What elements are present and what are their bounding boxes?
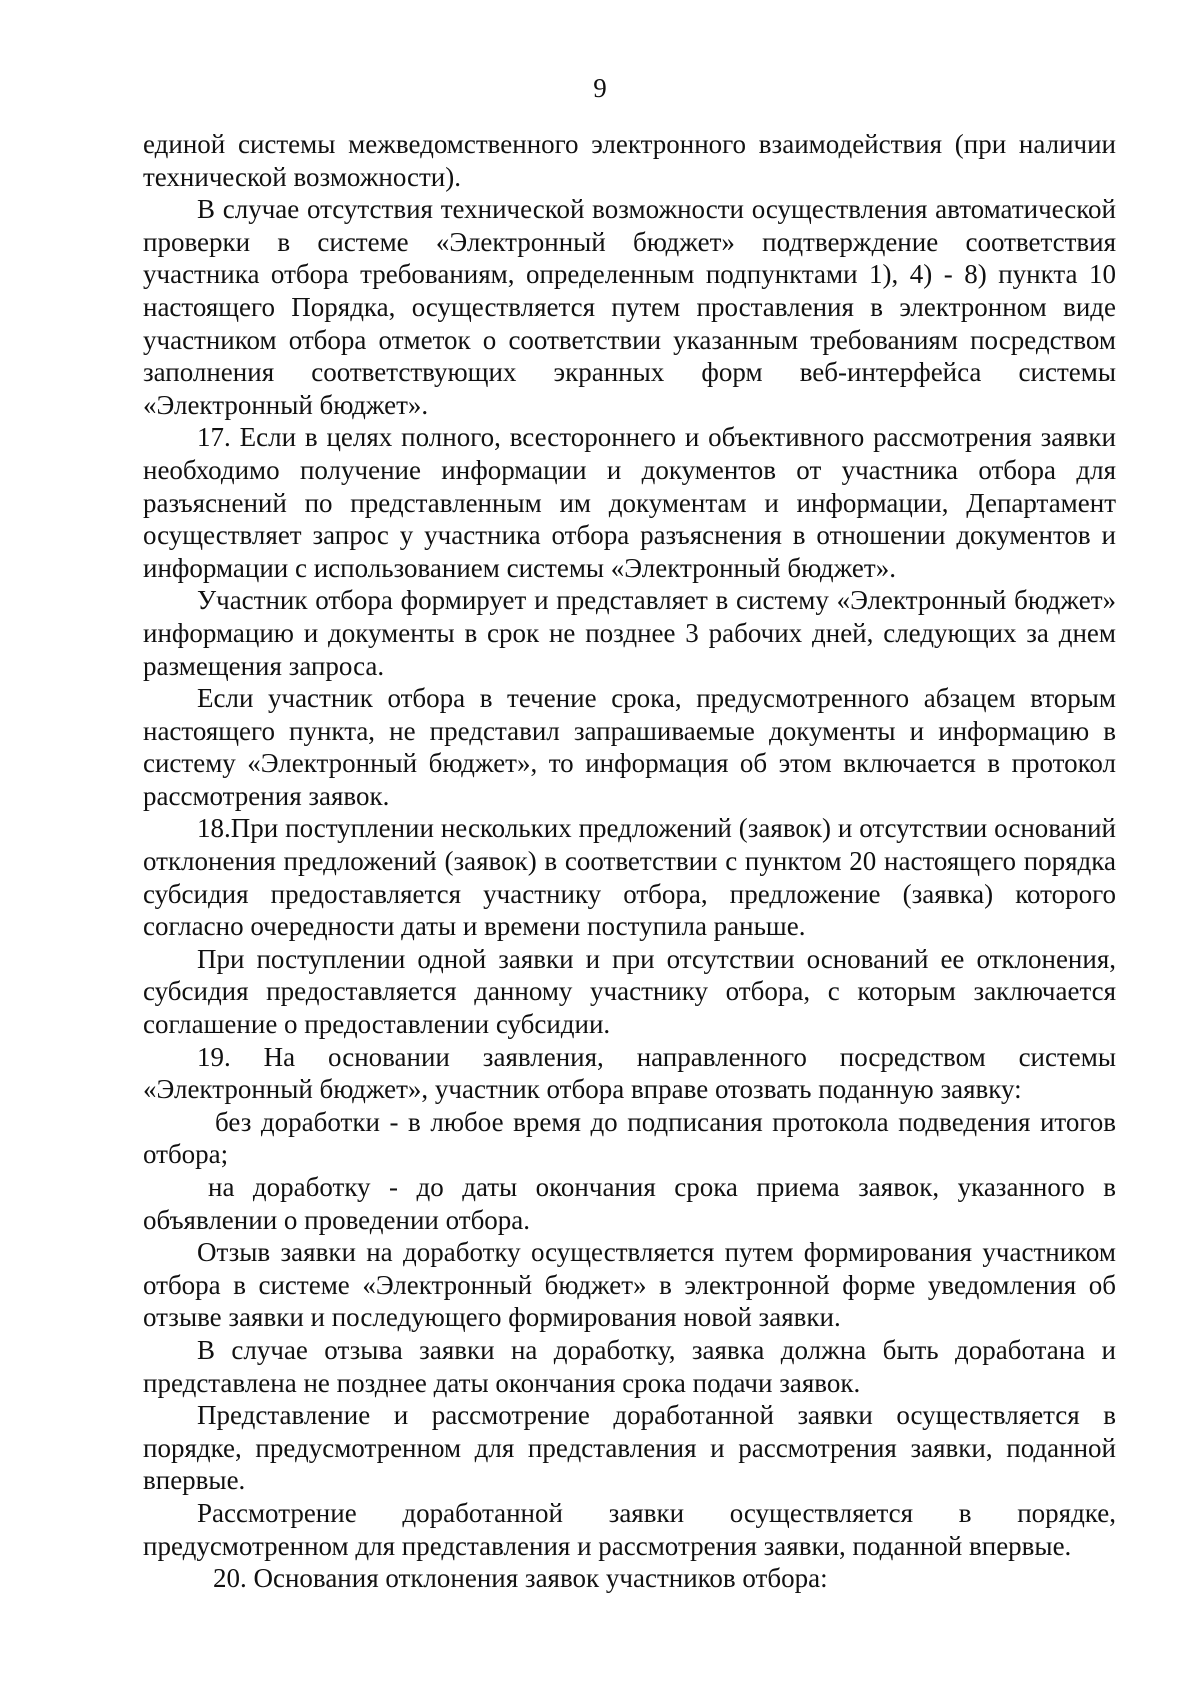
paragraph-revised-submission: Представление и рассмотрение доработанной заявки осуществляется в порядке, предусмотренном для представления и рассмотрения заявки, поданной впервые. (143, 1400, 1116, 1496)
paragraph-single-application: При поступлении одной заявки и при отсутствии оснований ее отклонения, субсидия предоставляется данному участнику отбора, с которым заключается соглашение о предоставлении субсидии. (143, 943, 1116, 1040)
paragraph-participant-submits: Участник отбора формирует и представляет в систему «Электронный бюджет» информацию и документы в срок не позднее 3 рабочих дней, следующих за днем размещения запроса. (143, 585, 1116, 681)
paragraph-revised-review: Рассмотрение доработанной заявки осуществляется в порядке, предусмотренном для представления и рассмотрения заявки, поданной впервые. (143, 1497, 1116, 1561)
paragraph-item-19: 19. На основании заявления, направленного посредством системы «Электронный бюджет», участник отбора вправе отозвать поданную заявку: (143, 1041, 1116, 1105)
paragraph-for-revision: на доработку - до даты окончания срока приема заявок, указанного в объявлении о проведении отбора. (143, 1172, 1116, 1235)
page-number: 9 (593, 73, 607, 103)
paragraph-without-revision: без доработки - в любое время до подписания протокола подведения итогов отбора; (143, 1106, 1116, 1170)
paragraph-item-17: 17. Если в целях полного, всестороннего и объективного рассмотрения заявки необходимо получение информации и документов от участника отбора для разъяснений по представленным им документам и информации, Департамент осуществляет запрос у участника отбора разъяснения в отношении документов и информации с использованием системы «Электронный бюджет». (143, 422, 1116, 583)
paragraph-manual-confirmation: В случае отсутствия технической возможности осуществления автоматической проверки в системе «Электронный бюджет» подтверждение соответствия участника отбора требованиям, определенным подпунктами 1), 4) - 8) пункта 10 настоящего Порядка, осуществляется путем проставления в электронном виде участником отбора отметок о соответствии указанным требованиям посредством заполнения соответствующих экранных форм веб-интерфейса системы «Электронный бюджет». (143, 194, 1116, 420)
paragraph-not-submitted: Если участник отбора в течение срока, предусмотренного абзацем вторым настоящего пункта, не представил запрашиваемые документы и информацию в систему «Электронный бюджет», то информация об этом включается в протокол рассмотрения заявок. (143, 683, 1116, 811)
paragraph-continuation: единой системы межведомственного электронного взаимодействия (при наличии технической возможности). (143, 129, 1116, 192)
document-body (143, 128, 1116, 1595)
paragraph-item-20: 20. Основания отклонения заявок участников отбора: (213, 1563, 828, 1594)
paragraph-revision-deadline: В случае отзыва заявки на доработку, заявка должна быть доработана и представлена не позднее даты окончания срока подачи заявок. (143, 1334, 1116, 1398)
paragraph-item-18: 18.При поступлении нескольких предложений (заявок) и отсутствии оснований отклонения предложений (заявок) в соответствии с пунктом 20 настоящего порядка субсидия предоставляется участнику отбора, предложение (заявка) которого согласно очередности даты и времени поступила раньше. (143, 813, 1116, 942)
paragraph-withdrawal-procedure: Отзыв заявки на доработку осуществляется путем формирования участником отбора в системе «Электронный бюджет» в электронной форме уведомления об отзыве заявки и последующего формирования новой заявки. (143, 1237, 1116, 1333)
